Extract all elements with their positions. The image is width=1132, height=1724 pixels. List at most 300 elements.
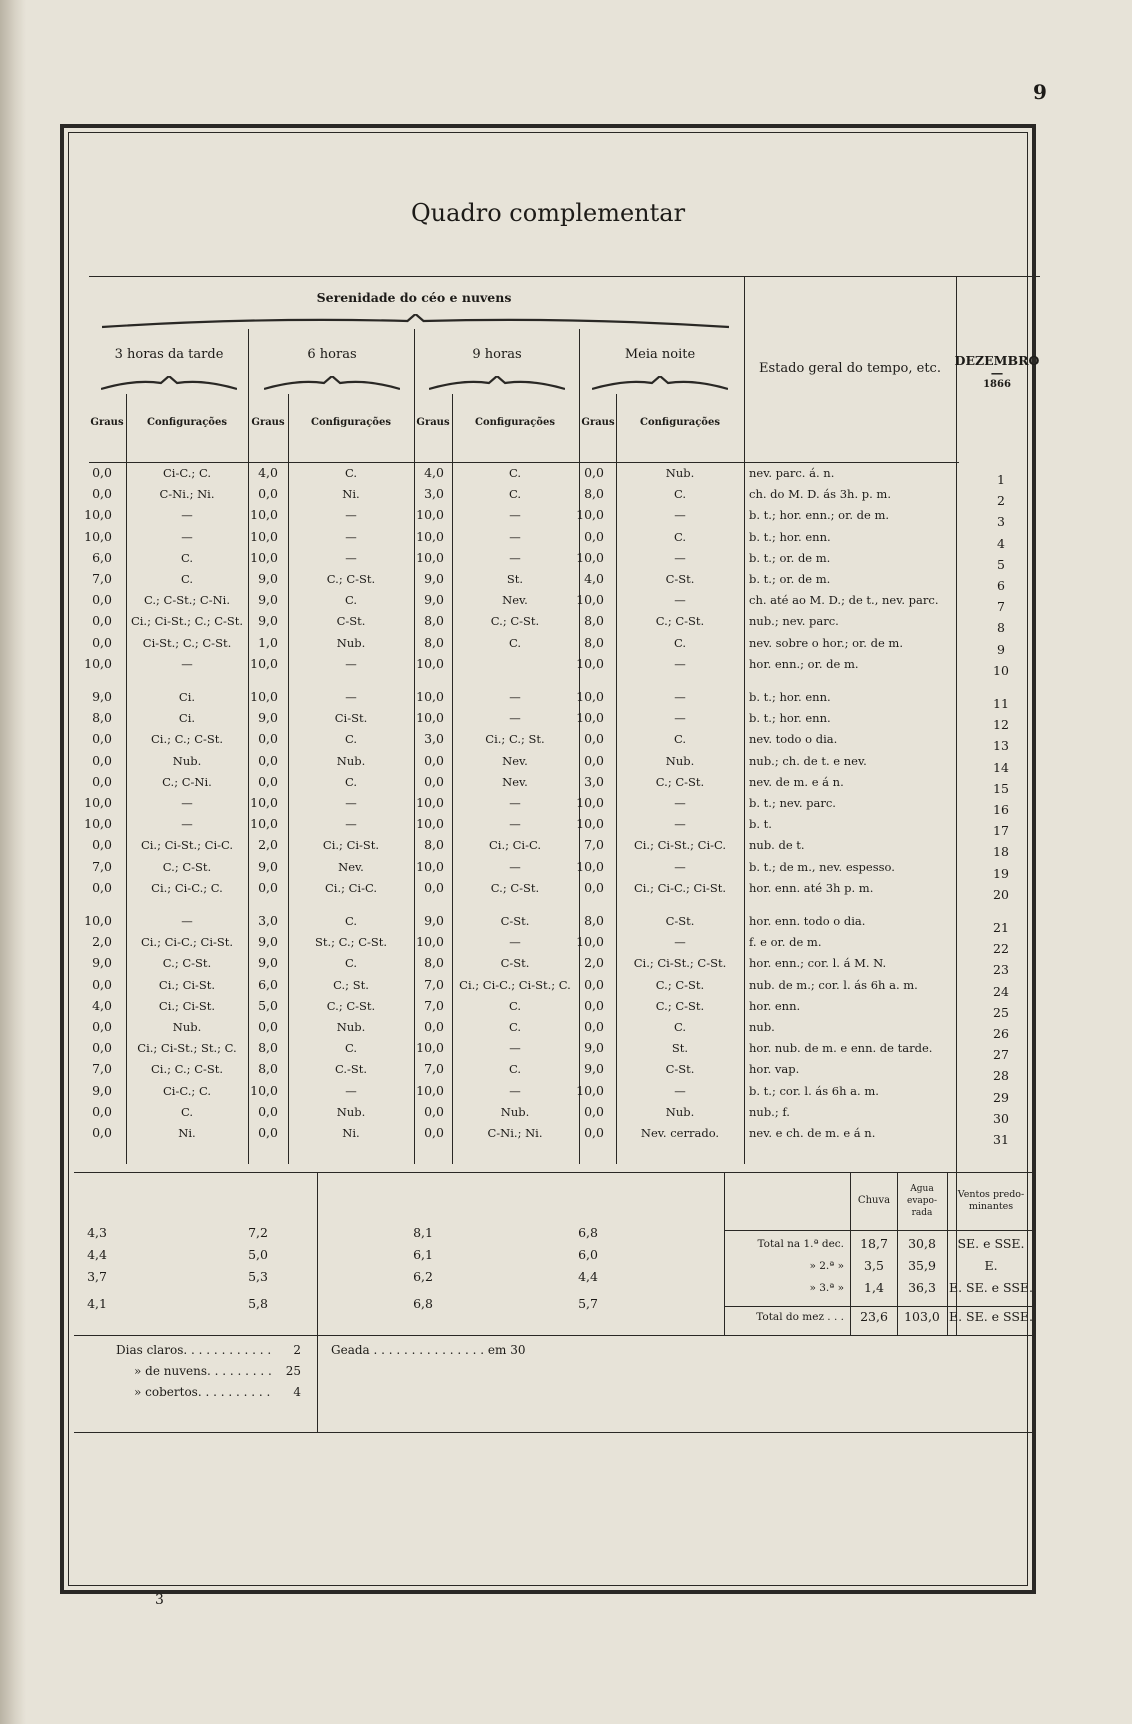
period-brace-0 (101, 376, 237, 392)
estado-geral: nev. e ch. de m. e á n. (749, 1126, 876, 1140)
config-midnight: Ci.; Ci-St.; Ci-C. (633, 838, 727, 853)
config-3pm: C.; C-St. (162, 859, 212, 874)
graus-9pm: 7,0 (424, 976, 444, 992)
graus-3pm: 10,0 (84, 816, 112, 832)
graus-9pm: 0,0 (424, 879, 444, 895)
config-6pm: C.; C-St. (326, 998, 376, 1013)
day-number: 18 (993, 844, 1009, 860)
summary-header-line (724, 1230, 1034, 1231)
estado-geral: b. t.; or. de m. (749, 550, 831, 565)
summary-agua: 30,8 (908, 1236, 936, 1251)
graus-midnight: 9,0 (584, 1061, 604, 1077)
graus-9pm: 10,0 (416, 1082, 444, 1098)
graus-9pm: 10,0 (416, 549, 444, 565)
graus-midnight: 10,0 (576, 816, 604, 832)
graus-midnight: 10,0 (576, 655, 604, 671)
config-6pm: Ni. (342, 487, 360, 502)
config-9pm: C. (508, 1062, 522, 1077)
summary-chuva: 18,7 (860, 1236, 888, 1251)
config-3pm: — (181, 529, 193, 544)
day-number: 14 (993, 759, 1009, 775)
graus-midnight: 10,0 (576, 549, 604, 565)
config-midnight: Ci.; Ci-St.; C-St. (633, 956, 727, 971)
estado-geral: b. t. (749, 817, 772, 832)
graus-6pm: 10,0 (250, 1082, 278, 1098)
config-6pm: Ni. (342, 1126, 360, 1140)
graus-3pm: 6,0 (92, 549, 112, 565)
month-header: DEZEMBRO (954, 353, 1040, 368)
agua-header-1: Agua (910, 1184, 934, 1194)
graus-3pm: 0,0 (92, 1019, 112, 1034)
graus-6pm: 9,0 (258, 592, 278, 608)
day-number: 5 (997, 556, 1005, 572)
config-midnight: — (674, 817, 686, 832)
estado-geral: b. t.; hor. enn. (749, 529, 831, 544)
graus-6pm: 9,0 (258, 955, 278, 971)
day-number: 13 (993, 738, 1009, 754)
graus-midnight: 10,0 (576, 795, 604, 810)
graus-6pm: 0,0 (258, 731, 278, 747)
graus-6pm: 4,0 (258, 465, 278, 480)
graus-3pm: 2,0 (92, 934, 112, 950)
graus-9pm: 10,0 (416, 795, 444, 810)
graus-9pm: 0,0 (424, 1103, 444, 1119)
graus-3pm: 0,0 (92, 634, 112, 650)
config-6pm: C. (344, 466, 358, 480)
ventos-header-2: minantes (968, 1201, 1014, 1212)
mean-3pm: 4,3 (87, 1225, 107, 1240)
graus-midnight: 8,0 (584, 634, 604, 650)
graus-midnight: 8,0 (584, 486, 604, 502)
graus-9pm: 8,0 (424, 837, 444, 853)
config-midnight: Nub. (665, 753, 695, 768)
table-inner-frame (68, 132, 1040, 1586)
graus-3pm: 7,0 (92, 1061, 112, 1077)
graus-6pm: 9,0 (258, 571, 278, 586)
config-6pm: — (345, 529, 357, 544)
config-9pm: C. (508, 466, 522, 480)
config-header-3: Configurações (640, 417, 720, 428)
graus-midnight: 0,0 (584, 997, 604, 1013)
summary-agua: 35,9 (908, 1258, 936, 1273)
estado-geral: nub. de m.; cor. l. ás 6h a. m. (749, 977, 918, 992)
config-midnight: Nev. cerrado. (640, 1126, 720, 1140)
config-9pm: Ci.; Ci-C. (488, 838, 542, 853)
estado-left-divider (744, 276, 745, 394)
period-brace-3 (592, 376, 728, 392)
day-number: 1 (997, 472, 1005, 487)
graus-midnight: 10,0 (576, 934, 604, 950)
graus-midnight: 9,0 (584, 1040, 604, 1056)
summary-chuva: 3,5 (864, 1258, 884, 1273)
config-midnight: C.; C-St. (655, 998, 705, 1013)
config-6pm: C. (344, 1041, 358, 1056)
graus-6pm: 10,0 (250, 795, 278, 810)
graus-3pm: 0,0 (92, 1103, 112, 1119)
config-midnight: — (674, 1083, 686, 1098)
estado-geral: b. t.; cor. l. ás 6h a. m. (749, 1083, 879, 1098)
config-3pm: Ci. (178, 711, 196, 726)
config-3pm: — (181, 508, 193, 523)
config-9pm: — (509, 529, 521, 544)
column-line (248, 394, 249, 1164)
graus-6pm: 0,0 (258, 879, 278, 895)
config-midnight: C-St. (665, 1062, 695, 1077)
graus-midnight: 10,0 (576, 858, 604, 874)
graus-3pm: 10,0 (84, 795, 112, 810)
graus-3pm: 0,0 (92, 773, 112, 789)
day-number: 15 (993, 780, 1009, 796)
config-3pm: Ci.; C.; C-St. (150, 1062, 224, 1077)
graus-9pm: 9,0 (424, 913, 444, 928)
config-9pm: — (509, 690, 521, 704)
graus-6pm: 2,0 (258, 837, 278, 853)
section-brace (102, 314, 729, 330)
page-number: 9 (1033, 80, 1047, 104)
config-midnight: C-St. (665, 572, 695, 586)
graus-9pm: 9,0 (424, 571, 444, 586)
graus-midnight: 0,0 (584, 1019, 604, 1034)
graus-9pm: 3,0 (424, 731, 444, 747)
mean-3pm: 4,4 (87, 1247, 107, 1262)
config-midnight: C. (673, 529, 687, 544)
graus-midnight: 10,0 (576, 710, 604, 726)
config-3pm: Ci.; Ci-C.; Ci-St. (140, 935, 234, 950)
graus-6pm: 5,0 (258, 997, 278, 1013)
column-line (616, 394, 617, 1164)
period-brace-2 (429, 376, 565, 392)
dias-nuvens-label: » de nuvens. . . . . . . . . (134, 1364, 272, 1378)
graus-9pm: 0,0 (424, 752, 444, 768)
graus-9pm: 10,0 (416, 528, 444, 544)
graus-9pm: 9,0 (424, 592, 444, 608)
graus-9pm: 10,0 (416, 507, 444, 523)
estado-geral: f. e or. de m. (749, 935, 822, 950)
summary-left-divider (724, 1172, 725, 1335)
dias-claros-value: 2 (293, 1343, 301, 1357)
estado-geral: nub. de t. (749, 838, 805, 853)
mean-midnight: 4,4 (578, 1269, 598, 1284)
config-6pm: C. (344, 956, 358, 971)
graus-9pm: 10,0 (416, 858, 444, 874)
graus-3pm: 0,0 (92, 752, 112, 768)
config-3pm: — (181, 656, 193, 671)
graus-6pm: 1,0 (258, 634, 278, 650)
graus-3pm: 0,0 (92, 592, 112, 608)
mean-3pm: 3,7 (87, 1269, 107, 1284)
estado-geral: nub.; ch. de t. e nev. (749, 753, 867, 768)
config-6pm: Nub. (336, 1104, 366, 1119)
estado-geral: b. t.; hor. enn.; or. de m. (749, 508, 890, 523)
config-6pm: Nub. (336, 753, 366, 768)
estado-geral: nev. parc. á. n. (749, 466, 835, 480)
graus-9pm: 10,0 (416, 689, 444, 704)
graus-9pm: 3,0 (424, 486, 444, 502)
graus-3pm: 7,0 (92, 571, 112, 586)
agua-header-2: evapo- (907, 1196, 937, 1206)
graus-3pm: 0,0 (92, 1040, 112, 1056)
graus-3pm: 4,0 (92, 997, 112, 1013)
config-6pm: C-St. (336, 614, 366, 629)
day-number: 31 (993, 1132, 1009, 1147)
period-divider (248, 329, 249, 394)
graus-9pm: 7,0 (424, 1061, 444, 1077)
graus-6pm: 9,0 (258, 710, 278, 726)
graus-midnight: 10,0 (576, 689, 604, 704)
estado-geral: nev. todo o dia. (749, 732, 838, 747)
config-midnight: C.; C-St. (655, 774, 705, 789)
config-9pm: Nev. (502, 753, 528, 768)
graus-6pm: 0,0 (258, 1103, 278, 1119)
config-9pm: C-Ni.; Ni. (487, 1126, 543, 1140)
graus-6pm: 0,0 (258, 752, 278, 768)
footer-divider (317, 1172, 318, 1432)
config-3pm: C. (180, 572, 194, 586)
graus-9pm: 10,0 (416, 710, 444, 726)
estado-geral: hor. enn.; or. de m. (749, 656, 859, 671)
day-number: 16 (993, 802, 1009, 817)
config-3pm: Ci.; Ci-St.; Ci-C. (140, 838, 234, 853)
config-9pm: C. (508, 1020, 522, 1034)
config-9pm: Nev. (502, 774, 528, 789)
mean-9pm: 6,8 (413, 1296, 433, 1311)
graus-3pm: 9,0 (92, 955, 112, 971)
config-6pm: Ci-St. (334, 711, 368, 726)
summary-label: Total do mez . . . (756, 1311, 844, 1323)
graus-9pm: 10,0 (416, 655, 444, 671)
day-number: 8 (997, 620, 1005, 636)
graus-6pm: 8,0 (258, 1040, 278, 1056)
period-divider (414, 329, 415, 394)
config-midnight: — (674, 690, 686, 704)
mean-6pm: 5,8 (248, 1296, 268, 1311)
summary-label: » 3.ª » (809, 1282, 844, 1294)
config-9pm: — (509, 817, 521, 832)
day-number: 11 (993, 696, 1009, 711)
estado-geral: ch. até ao M. D.; de t., nev. parc. (749, 593, 939, 608)
graus-header-3: Graus (581, 417, 615, 428)
day-number: 19 (993, 865, 1009, 881)
estado-geral: b. t.; hor. enn. (749, 711, 831, 726)
graus-9pm: 0,0 (424, 773, 444, 789)
config-6pm: C. (344, 593, 358, 608)
graus-9pm: 7,0 (424, 997, 444, 1013)
config-6pm: — (345, 690, 357, 704)
graus-3pm: 9,0 (92, 689, 112, 704)
graus-3pm: 10,0 (84, 507, 112, 523)
graus-midnight: 2,0 (584, 955, 604, 971)
estado-geral: nev. de m. e á n. (749, 774, 844, 789)
month-dash: — (990, 365, 1004, 380)
graus-6pm: 6,0 (258, 976, 278, 992)
period-divider (579, 329, 580, 394)
day-number: 12 (993, 717, 1009, 733)
config-3pm: Ci-C.; C. (163, 1083, 211, 1098)
summary-ventos: SE. e SSE. (957, 1236, 1025, 1251)
graus-midnight: 8,0 (584, 613, 604, 629)
summary-divider (947, 1172, 948, 1335)
config-3pm: Ci.; Ci-St. (158, 998, 216, 1013)
graus-6pm: 0,0 (258, 773, 278, 789)
config-6pm: Nub. (336, 635, 366, 650)
year-header: 1866 (983, 379, 1011, 390)
estado-geral: hor. enn.; cor. l. á M. N. (749, 956, 887, 971)
config-3pm: Ci.; Ci-C.; C. (151, 880, 223, 895)
estado-geral: hor. enn. até 3h p. m. (749, 880, 874, 895)
summary-chuva: 1,4 (864, 1280, 884, 1295)
dias-nuvens-value: 25 (285, 1364, 301, 1378)
signature-mark: 3 (155, 1592, 164, 1608)
day-number: 23 (993, 962, 1009, 978)
graus-3pm: 10,0 (84, 913, 112, 928)
geada-label: Geada . . . . . . . . . . . . . . . em 30 (331, 1343, 526, 1357)
config-midnight: Nub. (665, 466, 695, 480)
graus-6pm: 10,0 (250, 528, 278, 544)
day-number: 17 (993, 823, 1009, 839)
graus-6pm: 0,0 (258, 1019, 278, 1034)
config-9pm: C-St. (500, 956, 530, 971)
config-3pm: C. (180, 550, 194, 565)
summary-label: Total na 1.ª dec. (757, 1238, 844, 1250)
graus-6pm: 9,0 (258, 934, 278, 950)
graus-9pm: 0,0 (424, 1019, 444, 1034)
graus-6pm: 10,0 (250, 689, 278, 704)
config-midnight: — (674, 711, 686, 726)
config-3pm: C-Ni.; Ni. (159, 487, 215, 502)
config-3pm: — (181, 796, 193, 810)
day-number: 25 (993, 1004, 1009, 1020)
summary-ventos: E. SE. e SSE. (948, 1280, 1034, 1295)
column-line (414, 394, 415, 1164)
config-midnight: C. (673, 487, 687, 502)
graus-midnight: 10,0 (576, 1082, 604, 1098)
graus-3pm: 0,0 (92, 731, 112, 747)
graus-midnight: 0,0 (584, 1103, 604, 1119)
graus-9pm: 10,0 (416, 816, 444, 832)
graus-midnight: 10,0 (576, 592, 604, 608)
config-6pm: — (345, 817, 357, 832)
mean-6pm: 5,3 (248, 1269, 268, 1284)
graus-midnight: 0,0 (584, 731, 604, 747)
config-6pm: — (345, 796, 357, 810)
day-number: 7 (997, 599, 1005, 615)
config-3pm: Ci-St.; C.; C-St. (142, 635, 232, 650)
graus-6pm: 0,0 (258, 1125, 278, 1140)
column-line (744, 394, 745, 1164)
graus-midnight: 0,0 (584, 1125, 604, 1140)
config-6pm: C.-St. (334, 1062, 368, 1077)
config-midnight: — (674, 550, 686, 565)
graus-midnight: 4,0 (584, 571, 604, 586)
estado-geral: hor. nub. de m. e enn. de tarde. (749, 1041, 933, 1056)
graus-3pm: 0,0 (92, 837, 112, 853)
config-6pm: — (345, 1083, 357, 1098)
estado-geral: nub.; nev. parc. (749, 614, 839, 629)
config-6pm: Nev. (338, 859, 364, 874)
config-6pm: C. (344, 774, 358, 789)
config-9pm: Ci.; Ci-C.; Ci-St.; C. (459, 977, 571, 992)
config-3pm: Ci-C.; C. (163, 466, 211, 480)
graus-header-2: Graus (416, 417, 450, 428)
config-6pm: C.; St. (333, 977, 369, 992)
graus-9pm: 10,0 (416, 934, 444, 950)
config-3pm: Nub. (172, 1020, 202, 1034)
config-9pm: Nev. (502, 593, 528, 608)
section-header: Serenidade do céo e nuvens (316, 290, 512, 305)
config-3pm: — (181, 817, 193, 832)
column-line (288, 394, 289, 1164)
graus-midnight: 0,0 (584, 879, 604, 895)
ventos-header-1: Ventos predo- (957, 1189, 1025, 1200)
day-number: 4 (997, 535, 1005, 551)
graus-9pm: 4,0 (424, 465, 444, 480)
config-6pm: St.; C.; C-St. (314, 935, 388, 950)
estado-header: Estado geral do tempo, etc. (759, 361, 941, 376)
config-3pm: Ci.; Ci-St.; St.; C. (137, 1041, 237, 1056)
config-6pm: C. (344, 732, 358, 747)
config-3pm: C. (180, 1104, 194, 1119)
config-header-1: Configurações (311, 417, 391, 428)
day-number: 10 (993, 662, 1009, 678)
estado-geral: b. t.; hor. enn. (749, 690, 831, 704)
graus-midnight: 7,0 (584, 837, 604, 853)
graus-midnight: 0,0 (584, 752, 604, 768)
day-number: 28 (993, 1068, 1009, 1084)
graus-6pm: 0,0 (258, 486, 278, 502)
summary-divider (897, 1172, 898, 1335)
summary-ventos: E. (984, 1258, 998, 1273)
graus-6pm: 10,0 (250, 816, 278, 832)
summary-chuva: 23,6 (860, 1309, 888, 1324)
config-9pm: C. (508, 998, 522, 1013)
day-number: 29 (993, 1089, 1009, 1105)
graus-midnight: 0,0 (584, 465, 604, 480)
config-3pm: — (181, 914, 193, 928)
graus-6pm: 3,0 (258, 913, 278, 928)
graus-6pm: 9,0 (258, 613, 278, 629)
chuva-header: Chuva (857, 1195, 891, 1206)
config-3pm: Ci.; Ci-St.; C.; C-St. (130, 614, 244, 629)
config-header-0: Configurações (147, 417, 227, 428)
day-number: 2 (997, 493, 1005, 509)
config-3pm: C.; C-St.; C-Ni. (143, 593, 231, 608)
mean-6pm: 7,2 (248, 1225, 268, 1240)
mean-midnight: 6,8 (578, 1225, 598, 1240)
config-9pm: Nub. (500, 1104, 530, 1119)
graus-6pm: 9,0 (258, 858, 278, 874)
config-9pm: C. (508, 635, 522, 650)
table-frame (60, 124, 1040, 1594)
day-number: 27 (993, 1047, 1009, 1063)
config-9pm: C.; C-St. (490, 880, 540, 895)
config-midnight: Ci.; Ci-C.; Ci-St. (633, 880, 727, 895)
config-9pm: C.; C-St. (490, 614, 540, 629)
day-number: 30 (993, 1110, 1009, 1126)
config-midnight: — (674, 796, 686, 810)
estado-geral: hor. vap. (749, 1062, 800, 1077)
mean-midnight: 5,7 (578, 1296, 598, 1311)
config-midnight: — (674, 508, 686, 523)
day-number: 6 (997, 578, 1005, 593)
graus-3pm: 0,0 (92, 486, 112, 502)
estado-geral: hor. enn. (749, 998, 801, 1013)
config-9pm: — (509, 859, 521, 874)
day-number: 26 (993, 1026, 1009, 1041)
mean-9pm: 6,2 (413, 1269, 433, 1284)
mean-3pm: 4,1 (87, 1296, 107, 1311)
config-3pm: Ci.; Ci-St. (158, 977, 216, 992)
config-6pm: Ci.; Ci-St. (322, 838, 380, 853)
